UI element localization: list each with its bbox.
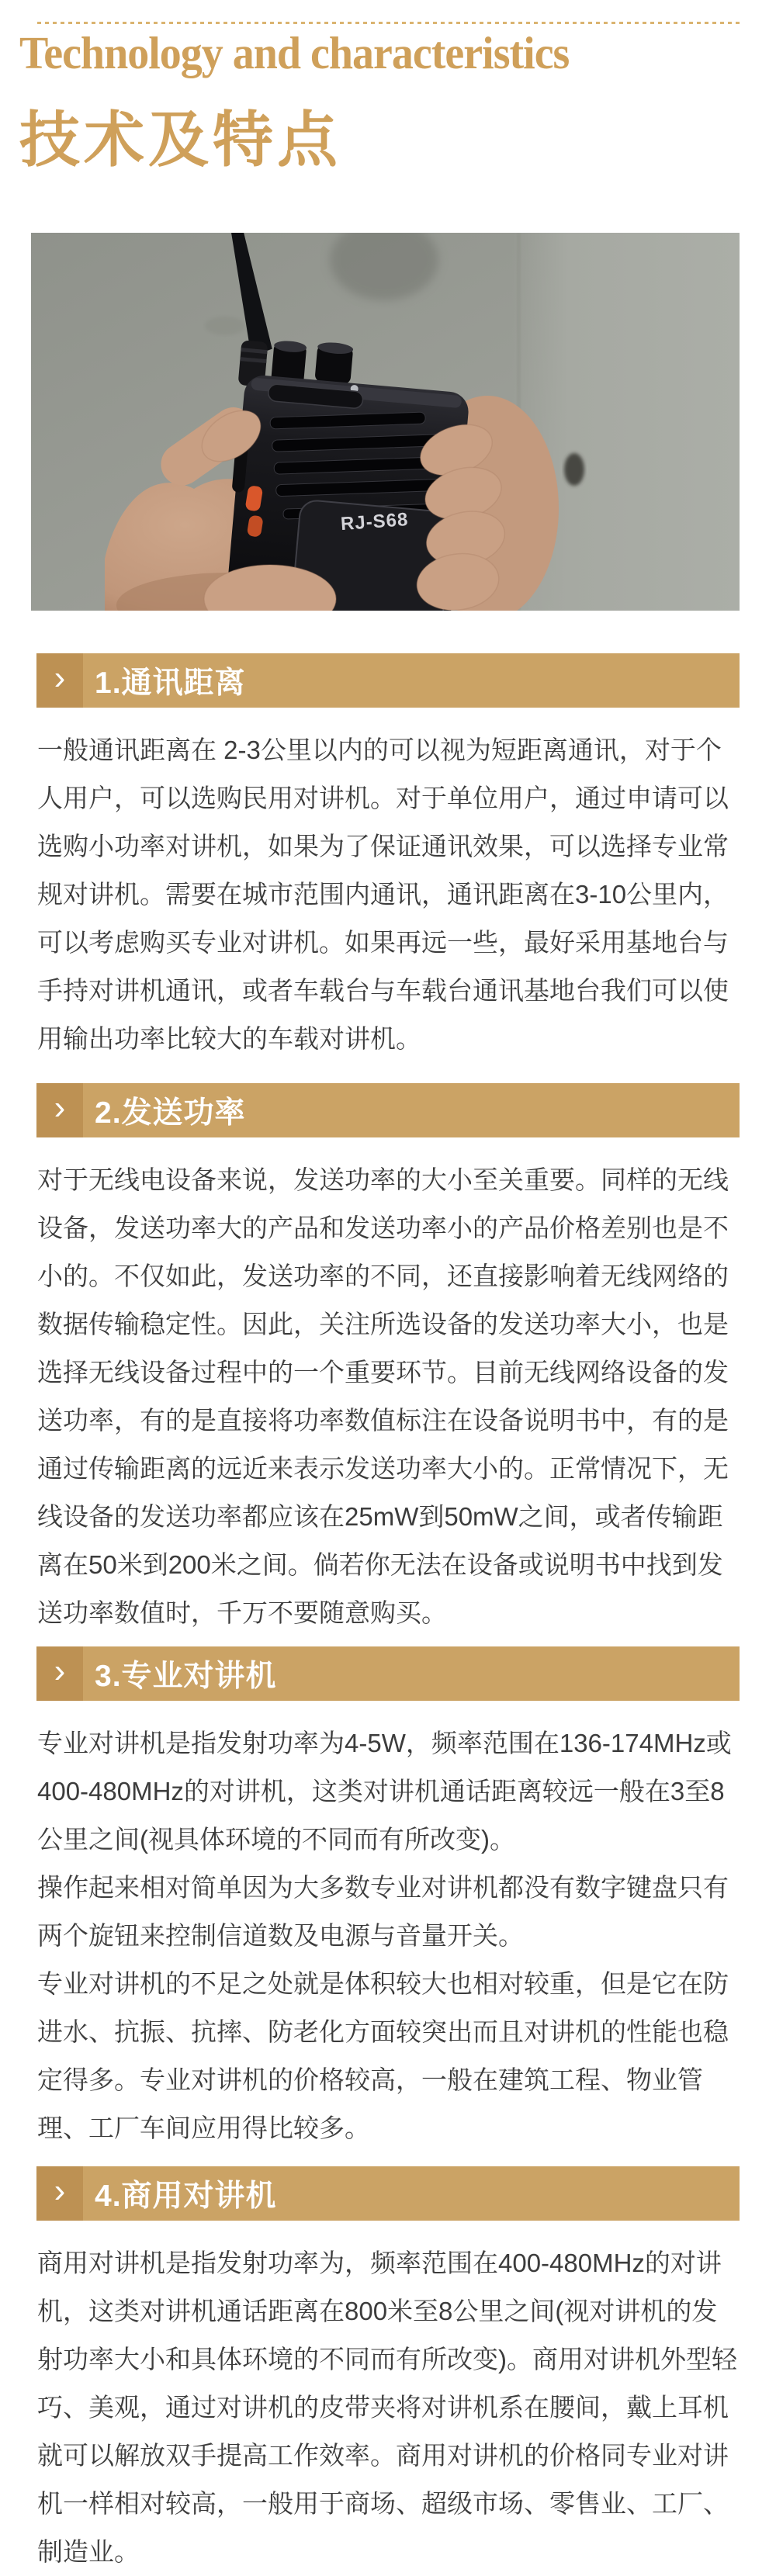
section-communication-distance	[0, 653, 776, 1063]
section-header	[36, 653, 740, 708]
chevron-right-icon: ›	[54, 2172, 66, 2210]
section-header	[36, 2166, 740, 2221]
paragraph: 操作起来相对简单因为大多数专业对讲机都没有数字键盘只有两个旋钮来控制信道数及电源与音量开关。	[37, 1873, 729, 1950]
section-body	[37, 1719, 740, 2152]
section-title: 3.专业对讲机	[95, 1660, 277, 1693]
paragraph: 对于无线电设备来说，发送功率的大小至关重要。同样的无线设备，发送功率大的产品和发送功率小的产品价格差别也是不小的。不仅如此，发送功率的不同，还直接影响着无线网络的数据传输稳定性。因此，关注所选设备的发送功率大小，也是选择无线设备过程中的一个重要环节。目前无线网络设备的发送功率，有的是直接将功率数值标注在设备说明书中，有的是通过传输距离的远近来表示发送功率大小的。正常情况下，无线设备的发送功率都应该在25mW到50mW之间，或者传输距离在50米到200米之间。倘若你无法在设备或说明书中找到发送功率数值时，千万不要随意购买。	[37, 1165, 729, 1627]
chevron-box	[36, 1083, 83, 1137]
section-professional-radio	[0, 1646, 776, 2152]
page-title-en: Technology and characteristics	[19, 28, 570, 79]
section-body	[37, 2239, 740, 2576]
paragraph: 专业对讲机是指发射功率为4-5W，频率范围在136-174MHz或400-480MHz的对讲机，这类对讲机通话距离较远一般在3至8公里之间(视具体环境的不同而有所改变)。	[37, 1729, 732, 1854]
section-body	[37, 726, 740, 1063]
top-dashed-divider	[37, 22, 743, 24]
section-header	[36, 1083, 740, 1137]
section-title: 4.商用对讲机	[95, 2180, 277, 2213]
walkie-talkie-photo-illustration	[31, 233, 740, 611]
chevron-right-icon: ›	[54, 659, 66, 697]
section-body	[37, 1156, 740, 1637]
chevron-box	[36, 1646, 83, 1701]
section-transmit-power	[0, 1083, 776, 1637]
section-header	[36, 1646, 740, 1701]
paragraph: 一般通讯距离在 2-3公里以内的可以视为短距离通讯，对于个人用户，可以选购民用对讲机。对于单位用户，通过申请可以选购小功率对讲机，如果为了保证通讯效果，可以选择专业常规对讲机。需要在城市范围内通讯，通讯距离在3-10公里内，可以考虑购买专业对讲机。如果再远一些，最好采用基地台与手持对讲机通讯，或者车载台与车载台通讯基地台我们可以使用输出功率比较大的车载对讲机。	[37, 736, 729, 1053]
chevron-right-icon: ›	[54, 1652, 66, 1690]
product-photo	[31, 233, 740, 611]
page-title-cn: 技术及特点	[19, 106, 342, 174]
section-title: 1.通讯距离	[95, 667, 246, 700]
chevron-right-icon: ›	[54, 1089, 66, 1127]
chevron-box	[36, 653, 83, 708]
paragraph: 专业对讲机的不足之处就是体积较大也相对较重，但是它在防进水、抗振、抗摔、防老化方面较突出而且对讲机的性能也稳定得多。专业对讲机的价格较高，一般在建筑工程、物业管理、工厂车间应用得比较多。	[37, 1969, 729, 2142]
paragraph: 商用对讲机是指发射功率为，频率范围在400-480MHz的对讲机，这类对讲机通话距离在800米至8公里之间(视对讲机的发射功率大小和具体环境的不同而有所改变)。商用对讲机外型轻巧、美观，通过对讲机的皮带夹将对讲机系在腰间，戴上耳机就可以解放双手提高工作效率。商用对讲机的价格同专业对讲机一样相对较高，一般用于商场、超级市场、零售业、工厂、制造业。	[37, 2249, 737, 2566]
section-commercial-radio	[0, 2166, 776, 2576]
device-label: RJ-S68	[340, 509, 410, 535]
wall-door-hinge	[564, 453, 584, 486]
section-title: 2.发送功率	[95, 1096, 246, 1130]
chevron-box	[36, 2166, 83, 2221]
